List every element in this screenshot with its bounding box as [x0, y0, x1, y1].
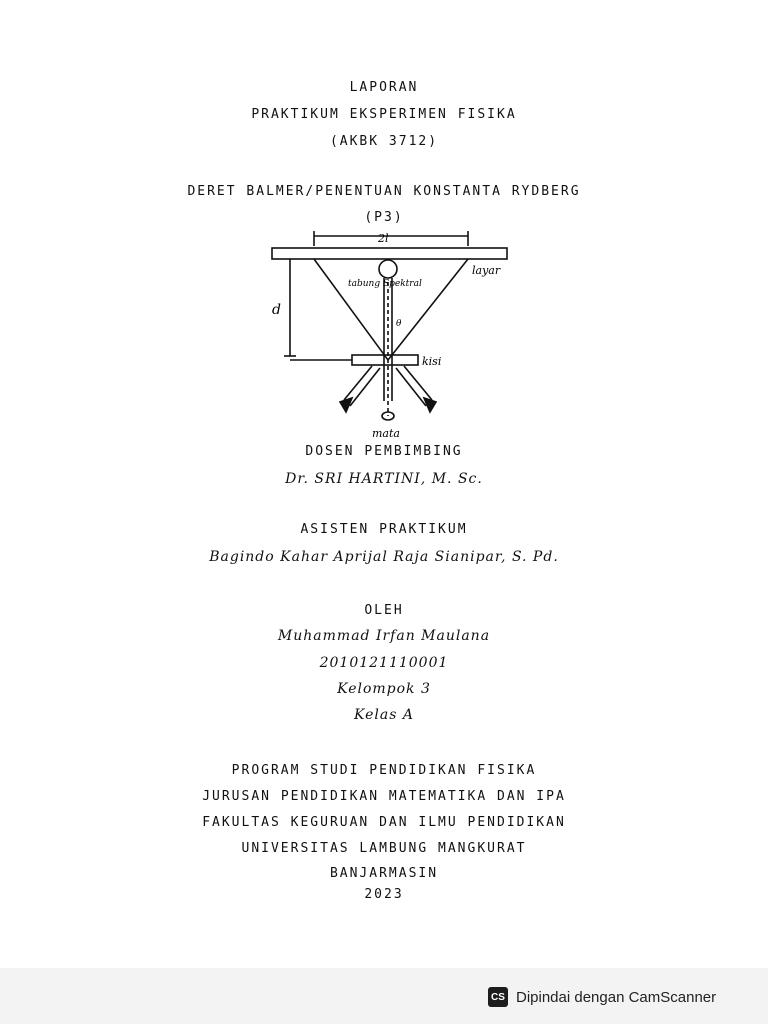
screen-bar [272, 248, 507, 259]
screen-label: layar [472, 264, 501, 277]
city: BANJARMASIN [329, 866, 439, 881]
report-heading: LAPORAN [349, 80, 419, 95]
experiment-title: DERET BALMER/PENENTUAN KONSTANTA RYDBERG [187, 184, 581, 199]
author-class: Kelas A [354, 707, 414, 723]
course-code: (AKBK 3712) [329, 134, 439, 149]
year: 2023 [364, 887, 404, 902]
eye-label: mata [372, 427, 400, 440]
left-diffracted-ray [314, 259, 388, 360]
assistant-heading: ASISTEN PRAKTIKUM [300, 522, 468, 537]
right-diffracted-ray [388, 259, 468, 360]
spectrometer-diagram [260, 226, 510, 441]
author-group: Kelompok 3 [337, 681, 431, 697]
study-program: PROGRAM STUDI PENDIDIKAN FISIKA [231, 763, 537, 778]
author-heading: OLEH [364, 603, 404, 618]
tube-label: tabung Spektral [348, 279, 422, 289]
assistant-name: Bagindo Kahar Aprijal Raja Sianipar, S. Pd. [209, 549, 559, 565]
grating-label: kisi [422, 355, 442, 368]
angle-label: θ [396, 319, 402, 329]
camscanner-logo-icon: CS [488, 987, 508, 1007]
faculty: FAKULTAS KEGURUAN DAN ILMU PENDIDIKAN [202, 815, 566, 830]
camscanner-badge [474, 982, 758, 1012]
author-name: Muhammad Irfan Maulana [277, 628, 491, 644]
department: JURUSAN PENDIDIKAN MATEMATIKA DAN IPA [202, 789, 566, 804]
camscanner-text: Dipindai dengan CamScanner [516, 988, 717, 1006]
supervisor-name: Dr. SRI HARTINI, M. Sc. [285, 471, 483, 487]
width-label: 2l [378, 232, 389, 245]
university: UNIVERSITAS LAMBUNG MANGKURAT [241, 841, 527, 856]
author-nim: 2010121110001 [319, 655, 449, 671]
course-title: PRAKTIKUM EKSPERIMEN FISIKA [251, 107, 517, 122]
distance-label: d [272, 302, 281, 318]
spectral-tube [379, 260, 397, 278]
supervisor-heading: DOSEN PEMBIMBING [305, 444, 463, 459]
experiment-code: (P3) [364, 210, 404, 225]
